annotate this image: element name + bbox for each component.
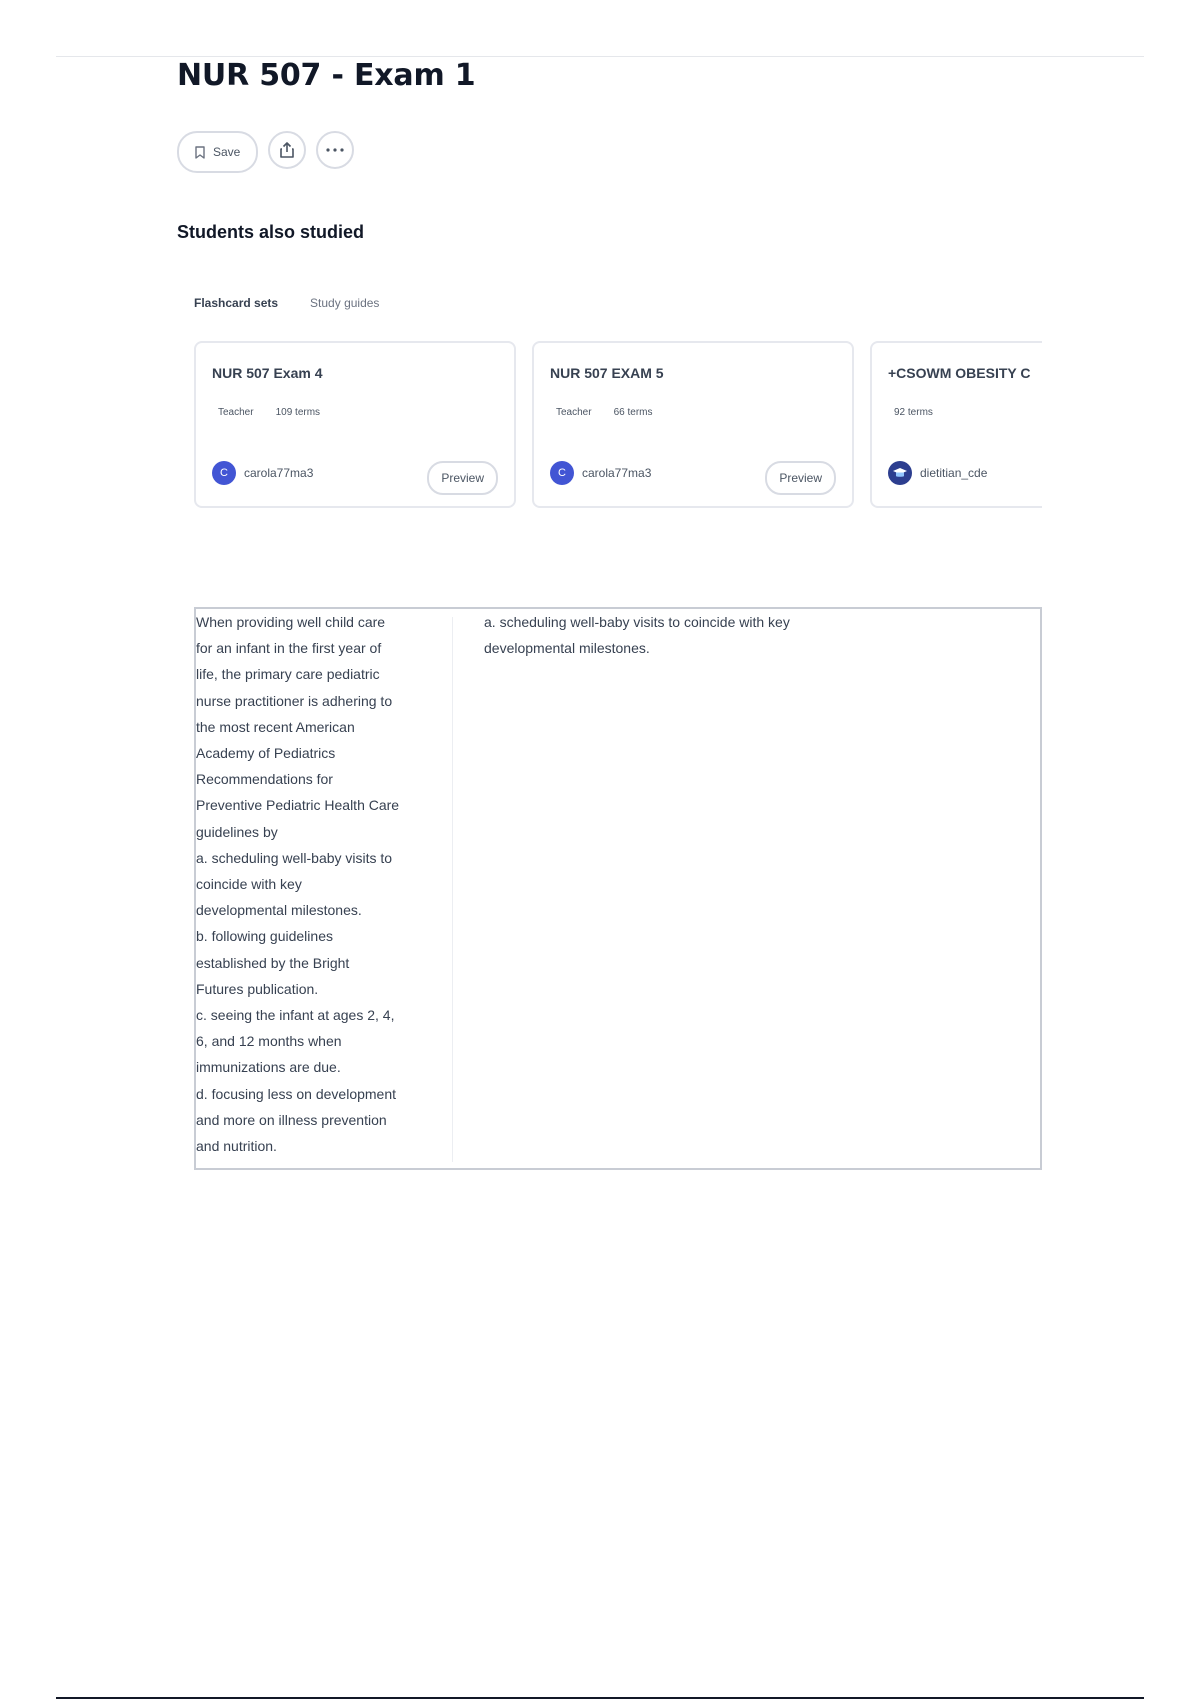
text-line: life, the primary care pediatric: [196, 666, 380, 683]
text-line: d. focusing less on development: [196, 1085, 397, 1102]
role-badge: Teacher: [556, 407, 592, 418]
card-meta: [556, 407, 652, 418]
text-line: Preventive Pediatric Health Care: [196, 797, 400, 814]
text-line: and more on illness prevention: [196, 1111, 387, 1128]
text-line: and nutrition.: [196, 1138, 277, 1155]
tab-study-guides[interactable]: Study guides: [310, 296, 380, 310]
avatar: C: [550, 461, 574, 485]
text-line: b. following guidelines: [196, 928, 333, 945]
text-line: Academy of Pediatrics: [196, 745, 336, 762]
card-meta: [894, 407, 933, 418]
text-line: 6, and 12 months when: [196, 1033, 342, 1050]
text-line: for an infant in the first year of: [196, 640, 382, 657]
action-bar: [177, 131, 354, 173]
username[interactable]: carola77ma3: [244, 466, 314, 480]
text-line: Futures publication.: [196, 980, 319, 997]
tab-flashcard-sets[interactable]: Flashcard sets: [194, 296, 279, 310]
more-options-button[interactable]: [316, 131, 354, 169]
term-count: 109 terms: [275, 407, 321, 418]
study-set-card[interactable]: [532, 341, 854, 508]
text-line: coincide with key: [196, 876, 302, 893]
bottom-divider: [56, 1697, 1144, 1699]
save-button-label: Save: [213, 145, 241, 159]
related-tabs: [194, 296, 379, 310]
text-line: developmental milestones.: [484, 640, 650, 657]
text-line: c. seeing the infant at ages 2, 4,: [196, 1007, 395, 1024]
text-line: a. scheduling well-baby visits to: [196, 849, 393, 866]
preview-button[interactable]: Preview: [427, 461, 498, 495]
flashcard-table: [194, 607, 1042, 1170]
username[interactable]: dietitian_cde: [920, 466, 988, 480]
top-divider: [56, 56, 1144, 57]
section-heading: Students also studied: [177, 222, 365, 242]
text-line: developmental milestones.: [196, 902, 362, 919]
text-line: guidelines by: [196, 823, 278, 840]
text-line: Recommendations for: [196, 771, 333, 788]
bookmark-icon: [195, 146, 205, 159]
card-title: NUR 507 EXAM 5: [550, 365, 664, 381]
text-line: nurse practitioner is adhering to: [196, 692, 393, 709]
preview-button[interactable]: Preview: [765, 461, 836, 495]
card-author: [212, 461, 313, 485]
study-set-card[interactable]: [870, 341, 1042, 508]
save-button[interactable]: [177, 131, 258, 173]
card-title: +CSOWM OBESITY C: [888, 365, 1031, 381]
card-title: NUR 507 Exam 4: [212, 365, 323, 381]
column-divider: [452, 617, 453, 1162]
role-badge: Teacher: [218, 407, 254, 418]
study-set-card[interactable]: [194, 341, 516, 508]
card-author: [888, 461, 987, 485]
graduation-cap-icon: [892, 465, 908, 481]
term-count: 66 terms: [613, 407, 653, 418]
share-button[interactable]: [268, 131, 306, 169]
text-line: immunizations are due.: [196, 1059, 341, 1076]
related-sets-carousel: [194, 341, 1042, 511]
text-line: the most recent American: [196, 718, 355, 735]
card-meta: [218, 407, 320, 418]
flashcard-term: [196, 609, 436, 1159]
page-title: NUR 507 - Exam 1: [177, 58, 476, 93]
share-icon: [279, 141, 295, 159]
username[interactable]: carola77ma3: [582, 466, 652, 480]
flashcard-definition: [484, 609, 904, 661]
card-author: [550, 461, 651, 485]
text-line: established by the Bright: [196, 954, 350, 971]
text-line: a. scheduling well-baby visits to coincide with key: [484, 614, 790, 630]
avatar: C: [212, 461, 236, 485]
more-horizontal-icon: [326, 148, 344, 152]
avatar-image: [888, 461, 912, 485]
text-line: When providing well child care: [196, 614, 386, 630]
term-count: 92 terms: [894, 407, 933, 418]
